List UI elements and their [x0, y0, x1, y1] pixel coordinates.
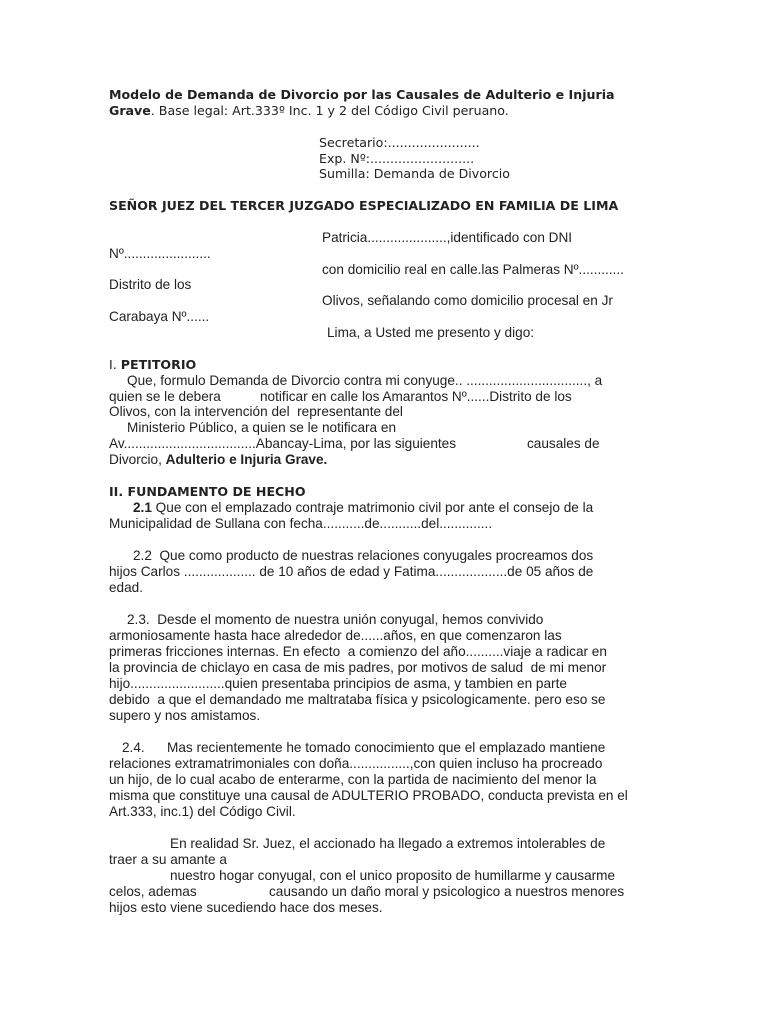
paragraph-2-1-line-2: Municipalidad de Sullana con fecha...........de...........del.............. — [109, 516, 493, 531]
paragraph-2-2-line-1: 2.2 Que como producto de nuestras relaciones conyugales procreamos dos — [133, 548, 594, 563]
paragraph-2-4-line-4: misma que constituye una causal de ADULTERIO PROBADO, conducta prevista en el — [109, 788, 628, 803]
intro-line-2: Nº....................... — [109, 246, 211, 261]
intro-line-1: Patricia.....................,identificado con DNI — [322, 230, 573, 245]
paragraph-2-4-number: 2.4. — [122, 740, 145, 755]
paragraph-2-3-line-7: supero y nos amistamos. — [109, 708, 261, 723]
paragraph-2-4-line-2: relaciones extramatrimoniales con doña................,con quien incluso ha procreado — [109, 756, 603, 771]
base-legal-text: . Base legal: Art.333º Inc. 1 y 2 del Código Civil peruano. — [150, 103, 509, 118]
paragraph-2-4-line-3: un hijo, de lo cual acabo de enterarme, con la partida de nacimiento del menor la — [109, 772, 597, 787]
intro-line-7: Lima, a Usted me presento y digo: — [327, 325, 535, 340]
paragraph-2-5-line-2: traer a su amante a — [109, 852, 227, 867]
document-title-bold: Grave — [109, 103, 151, 118]
paragraph-2-3-line-5: hijo.........................quien presentaba principios de asma, y tambien en parte — [109, 676, 567, 691]
paragraph-2-3-line-2: armoniosamente hasta hace alrededor de......años, en que comenzaron las — [109, 628, 562, 643]
petitorio-causales-bold: Adulterio e Injuria Grave. — [165, 452, 328, 467]
paragraph-2-5-line-4b: causando un daño moral y psicologico a nuestros menores — [269, 884, 625, 899]
paragraph-2-5-line-1: En realidad Sr. Juez, el accionado ha llegado a extremos intolerables de — [170, 836, 606, 851]
intro-line-6: Carabaya Nº...... — [109, 309, 210, 324]
paragraph-2-3-line-1: 2.3. Desde el momento de nuestra unión conyugal, hemos convivido — [127, 612, 544, 627]
petitorio-number: I. — [109, 357, 121, 372]
paragraph-2-1-text: Que con el emplazado contraje matrimonio civil por ante el consejo de la — [151, 500, 594, 515]
petitorio-line-6 — [109, 452, 327, 468]
paragraph-2-1-number: 2.1 — [133, 500, 152, 515]
paragraph-2-3-line-4: la provincia de chiclayo en casa de mis padres, por motivos de salud de mi menor — [109, 660, 607, 675]
document-title-line2 — [109, 103, 509, 119]
sumilla-line: Sumilla: Demanda de Divorcio — [319, 166, 510, 181]
paragraph-2-3-line-3: primeras fricciones internas. En efecto a comienzo del año..........viaje a radicar en — [109, 644, 607, 659]
intro-line-3: con domicilio real en calle.las Palmeras Nº............ — [322, 262, 624, 277]
petitorio-line-2a: quien se le debera — [109, 389, 221, 404]
petitorio-line-5b: causales de — [527, 436, 600, 451]
fundamento-heading: II. FUNDAMENTO DE HECHO — [109, 484, 306, 499]
paragraph-2-4-line-5: Art.333, inc.1) del Código Civil. — [109, 804, 296, 819]
paragraph-2-5-line-3: nuestro hogar conyugal, con el unico proposito de humillarme y causarme — [170, 868, 616, 883]
paragraph-2-4-line-1: Mas recientemente he tomado conocimiento que el emplazado mantiene — [167, 740, 606, 755]
addressee-line: SEÑOR JUEZ DEL TERCER JUZGADO ESPECIALIZADO EN FAMILIA DE LIMA — [109, 198, 619, 213]
petitorio-line-1: Que, formulo Demanda de Divorcio contra mi conyuge.. ................................, a — [127, 373, 603, 388]
petitorio-line-2b: notificar en calle los Amarantos Nº......Distrito de los — [260, 389, 572, 404]
paragraph-2-2-line-3: edad. — [109, 580, 144, 595]
secretario-line: Secretario:....................... — [319, 135, 480, 150]
paragraph-2-5-line-4a: celos, ademas — [109, 884, 197, 899]
expediente-line: Exp. Nº:.......................... — [319, 151, 475, 166]
petitorio-heading — [109, 357, 196, 373]
paragraph-2-3-line-6: debido a que el demandado me maltrataba física y psicologicamente. pero eso se — [109, 692, 606, 707]
petitorio-line-5a: Av...................................Abancay-Lima, por las siguientes — [109, 436, 457, 451]
paragraph-2-5-line-5: hijos esto viene sucediendo hace dos meses. — [109, 900, 383, 915]
intro-line-5: Olivos, señalando como domicilio procesal en Jr — [322, 293, 613, 308]
intro-line-4: Distrito de los — [109, 277, 192, 292]
document-title-line1: Modelo de Demanda de Divorcio por las Causales de Adulterio e Injuria — [109, 87, 615, 102]
petitorio-divorcio-text: Divorcio, — [109, 452, 166, 467]
petitorio-title: PETITORIO — [120, 357, 197, 372]
paragraph-2-2-line-2: hijos Carlos ................... de 10 años de edad y Fatima...................de 05 años de — [109, 564, 594, 579]
petitorio-line-4: Ministerio Público, a quien se le notificara en — [127, 420, 397, 435]
paragraph-2-1-line-1 — [133, 500, 593, 516]
petitorio-line-3: Olivos, con la intervención del representante del — [109, 404, 403, 419]
